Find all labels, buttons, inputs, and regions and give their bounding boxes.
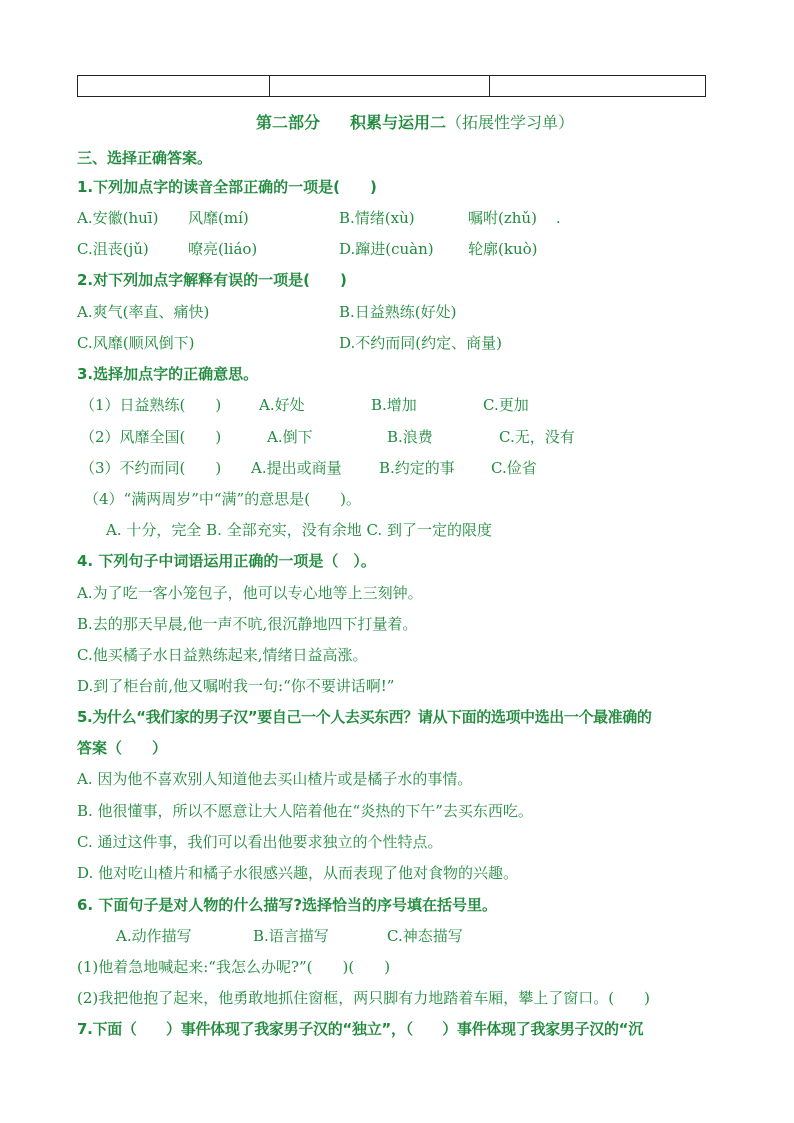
q2-option-b: B.日益熟练(好处)	[339, 303, 457, 321]
q1-option-c2: 嘹亮(liáo)	[188, 240, 258, 258]
q3-row4-question: （4）“满两周岁”中“满”的意思是( )。	[84, 490, 361, 508]
q5-option-a: A. 因为他不喜欢别人知道他去买山楂片或是橘子水的事情。	[77, 770, 473, 788]
q6-option-b: B.语言描写	[253, 927, 329, 945]
q6-sentence-2: (2)我把他抱了起来，他勇敢地抓住窗框，两只脚有力地踏着车厢，攀上了窗口。( )	[77, 989, 650, 1007]
q3-row3-option-c: C.俭省	[491, 459, 537, 477]
q3-row1-question: （1）日益熟练( )	[80, 396, 222, 414]
q4-option-c: C.他买橘子水日益熟练起来,情绪日益高涨。	[77, 646, 368, 664]
q1-option-d1: D.蹿进(cuàn)	[339, 240, 434, 258]
q3-row4-options: A. 十分，完全 B. 全部充实，没有余地 C. 到了一定的限度	[106, 521, 492, 539]
q2-option-d: D.不约而同(约定、商量)	[339, 334, 502, 352]
q6-sentence-1: (1)他着急地喊起来:“我怎么办呢?”( )( )	[77, 958, 391, 976]
q4-stem: 4. 下列句子中词语运用正确的一项是（ ）。	[77, 552, 376, 570]
q3-row2-option-a: A.倒下	[267, 428, 313, 446]
q1-stem: 1.下列加点字的读音全部正确的一项是( )	[77, 178, 377, 196]
q6-stem: 6. 下面句子是对人物的什么描写?选择恰当的序号填在括号里。	[77, 896, 498, 914]
q1-option-b1: B.情绪(xù)	[339, 209, 415, 227]
q3-stem: 3.选择加点字的正确意思。	[77, 365, 259, 383]
q2-option-a: A.爽气(率直、痛快)	[77, 303, 210, 321]
header-cell	[78, 76, 270, 97]
q2-stem: 2.对下列加点字解释有误的一项是( )	[77, 271, 347, 289]
q3-row2-option-c: C.无，没有	[499, 428, 575, 446]
q5-option-c: C. 通过这件事，我们可以看出他要求独立的个性特点。	[77, 833, 443, 851]
q3-row1-option-b: B.增加	[371, 396, 417, 414]
header-cell	[490, 76, 706, 97]
q1-option-b2: 嘱咐(zhǔ)	[468, 209, 537, 227]
title-sub: （拓展性学习单）	[446, 113, 575, 132]
q3-row3-option-b: B.约定的事	[379, 459, 455, 477]
title-part: 第二部分	[256, 113, 321, 132]
q5-stem-line2: 答案（ ）	[77, 739, 168, 757]
q2-option-c: C.风靡(顺风倒下)	[77, 334, 195, 352]
q4-option-d: D.到了柜台前,他又嘱咐我一句:“你不要讲话啊!”	[77, 677, 395, 695]
q3-row3-question: （3）不约而同( )	[80, 459, 222, 477]
q1-option-d2: 轮廓(kuò)	[468, 240, 538, 258]
header-table	[77, 75, 706, 97]
q4-option-a: A.为了吃一客小笼包子，他可以专心地等上三刻钟。	[77, 584, 423, 602]
section-heading: 三、选择正确答案。	[77, 149, 213, 167]
q3-row3-option-a: A.提出或商量	[251, 459, 342, 477]
q5-option-d: D. 他对吃山楂片和橘子水很感兴趣，从而表现了他对食物的兴趣。	[77, 864, 519, 882]
q1-option-b-tail: .	[556, 209, 561, 227]
q5-stem-line1: 5.为什么“我们家的男子汉”要自己一个人去买东西？请从下面的选项中选出一个最准确的	[77, 708, 652, 726]
q3-row1-option-a: A.好处	[259, 396, 305, 414]
title-name: 积累与运用二	[350, 113, 447, 132]
q3-row2-option-b: B.浪费	[387, 428, 433, 446]
q1-option-c1: C.沮丧(jǔ)	[77, 240, 149, 258]
q1-option-a1: A.安徽(huī)	[77, 209, 159, 227]
q4-option-b: B.去的那天早晨,他一声不吭,很沉静地四下打量着。	[77, 615, 418, 633]
q3-row2-question: （2）风靡全国( )	[80, 428, 222, 446]
q3-row1-option-c: C.更加	[483, 396, 529, 414]
q1-option-a2: 风靡(mí)	[188, 209, 249, 227]
header-cell	[270, 76, 490, 97]
q7-stem: 7.下面（ ）事件体现了我家男子汉的“独立”，（ ）事件体现了我家男子汉的“沉	[77, 1020, 643, 1038]
page-title	[256, 110, 574, 133]
q5-option-b: B. 他很懂事，所以不愿意让大人陪着他在“炎热的下午”去买东西吃。	[77, 802, 533, 820]
q6-option-a: A.动作描写	[116, 927, 192, 945]
q6-option-c: C.神态描写	[387, 927, 463, 945]
